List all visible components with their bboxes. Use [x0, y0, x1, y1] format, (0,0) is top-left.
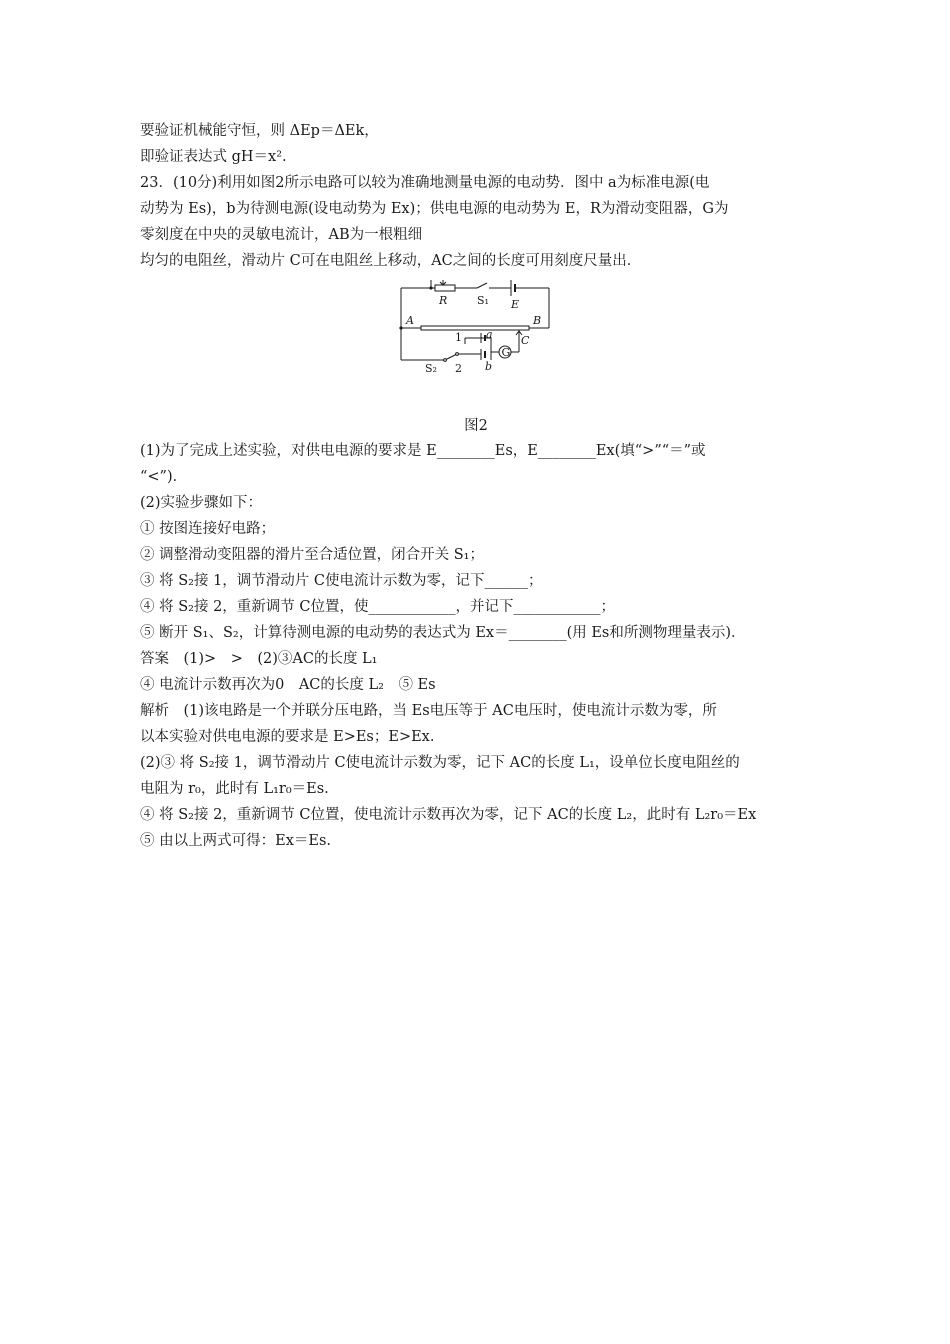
label-S2: S₂: [425, 362, 437, 375]
label-B: B: [533, 314, 542, 327]
label-S1: S₁: [477, 294, 489, 307]
question-part-2: (2)实验步骤如下：: [140, 495, 263, 511]
step-item: ② 调整滑动变阻器的滑片至合适位置，闭合开关 S₁；: [140, 547, 484, 563]
question-23-line: 均匀的电阻丝，滑动片 C可在电阻丝上移动，AC之间的长度可用刻度尺量出．: [140, 253, 642, 269]
explanation-line: ⑤ 由以上两式可得：Ex＝Es.: [140, 833, 332, 849]
label-R: R: [439, 294, 448, 307]
explanation-line: 电阻为 r₀，此时有 L₁r₀＝Es.: [140, 781, 329, 797]
text-line: 要验证机械能守恒，则 ΔEp＝ΔEk，: [140, 123, 379, 139]
label-b: b: [485, 360, 493, 373]
step-item: ④ 将 S₂接 2，重新调节 C位置，使____________，并记下____________；: [140, 599, 616, 615]
explanation-line: 以本实验对供电电源的要求是 E>Es；E>Ex.: [140, 729, 435, 745]
question-part-1: (1)为了完成上述实验，对供电电源的要求是 E________Es，E________Ex(填“>”“＝”或: [140, 443, 706, 459]
question-23-line: 零刻度在中央的灵敏电流计，AB为一根粗细: [140, 227, 423, 243]
label-E: E: [511, 298, 520, 311]
label-2: 2: [455, 362, 462, 375]
explanation-line: ④ 将 S₂接 2，重新调节 C位置，使电流计示数再次为零，记下 AC的长度 L₂，此时有 L₂r₀＝Ex: [140, 807, 757, 823]
step-item: ③ 将 S₂接 1，调节滑动片 C使电流计示数为零，记下______；: [140, 573, 543, 589]
circuit-figure: [140, 280, 820, 420]
text-line: 即验证表达式 gH＝x².: [140, 149, 287, 165]
document-body: [140, 118, 820, 854]
step-item: ① 按图连接好电路；: [140, 521, 276, 537]
label-a: a: [486, 328, 493, 341]
step-item: ⑤ 断开 S₁、S₂，计算待测电源的电动势的表达式为 Ex＝________(用 Es和所测物理量表示)．: [140, 625, 746, 641]
answer-line: ④ 电流计示数再次为0 AC的长度 L₂ ⑤ Es: [140, 677, 436, 693]
label-G: G: [501, 346, 511, 359]
question-23-line: 动势为 Es)，b为待测电源(设电动势为 Ex)；供电电源的电动势为 E，R为滑动变阻器，G为: [140, 201, 729, 217]
label-C: C: [521, 334, 530, 347]
question-part-1: “<”)．: [140, 469, 188, 485]
question-23-line: 23．(10分)利用如图2所示电路可以较为准确地测量电源的电动势．图中 a为标准电源(电: [140, 175, 710, 191]
circuit-diagram: [395, 280, 555, 380]
label-1: 1: [455, 331, 462, 344]
explanation-line: (2)③ 将 S₂接 1，调节滑动片 C使电流计示数为零，记下 AC的长度 L₁，设单位长度电阻丝的: [140, 755, 740, 771]
answer-line: 答案 (1)> > (2)③AC的长度 L₁: [140, 651, 378, 667]
label-A: A: [406, 314, 414, 327]
figure-caption: 图2: [464, 418, 488, 434]
explanation-line: 解析 (1)该电路是一个并联分压电路，当 Es电压等于 AC电压时，使电流计示数为零，所: [140, 703, 717, 719]
